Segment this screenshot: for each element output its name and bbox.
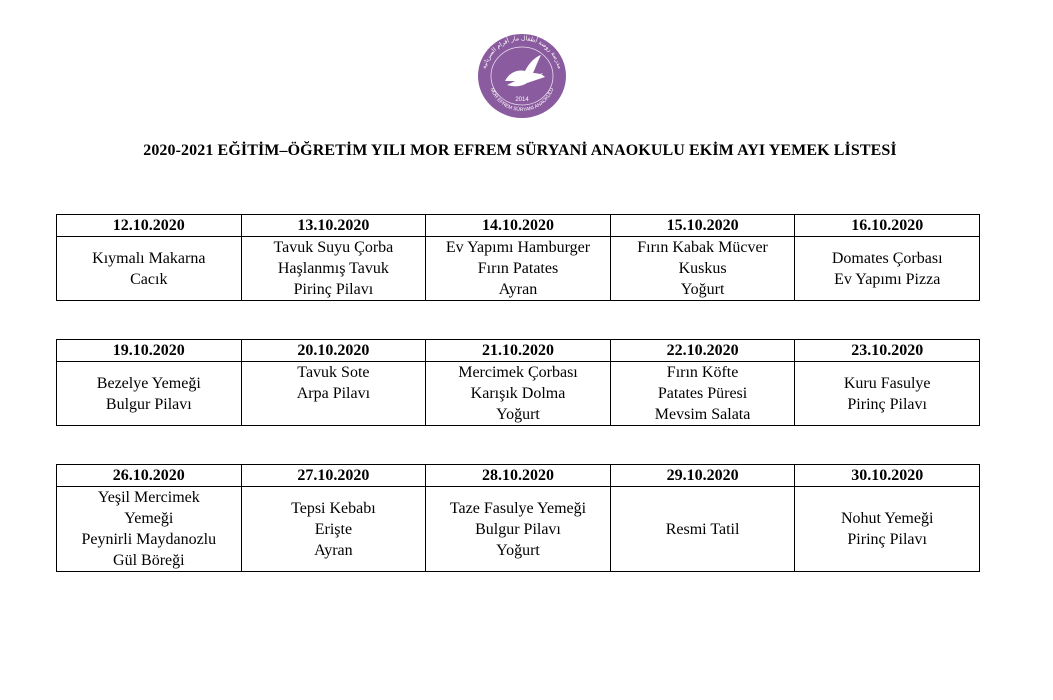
school-logo	[477, 33, 567, 119]
meal-item: Pirinç Pilavı	[293, 281, 374, 298]
meal-item: Ayran	[314, 541, 353, 559]
meal-item: Bulgur Pilavı	[105, 395, 192, 413]
menu-cell	[426, 362, 611, 426]
meal-item: Tavuk Sote	[297, 364, 370, 381]
logo-ring-text-arabic: مدرسة روضة أطفال مار أفرام السريانية	[480, 34, 564, 70]
meal-item: Peynirli Maydanozlu	[81, 531, 217, 548]
date-cell: 13.10.2020	[241, 215, 426, 237]
week-table-1	[56, 214, 980, 301]
meal-item: Domates Çorbası	[831, 249, 943, 267]
meal-item: Bulgur Pilavı	[475, 520, 561, 538]
menu-cell	[426, 237, 611, 301]
date-row	[57, 340, 980, 362]
menu-cell	[610, 487, 795, 572]
logo-ring-text-latin: MOR EFREM SÜRYANİ ANAOKULU	[488, 87, 556, 114]
meal-item: Cacık	[130, 270, 168, 288]
meal-item: Resmi Tatil	[665, 520, 740, 538]
meal-item: Haşlanmış Tavuk	[277, 260, 389, 277]
meal-item: Kıymalı Makarna	[92, 249, 206, 267]
date-cell: 23.10.2020	[795, 340, 980, 362]
menu-cell	[57, 487, 242, 572]
week-table-3	[56, 464, 980, 572]
date-cell: 29.10.2020	[610, 465, 795, 487]
date-cell: 28.10.2020	[426, 465, 611, 487]
meal-item: Nohut Yemeği	[840, 510, 934, 527]
menu-cell	[795, 237, 980, 301]
date-cell: 15.10.2020	[610, 215, 795, 237]
meal-item: Yemeği	[124, 510, 174, 527]
page-title: 2020-2021 EĞİTİM–ÖĞRETİM YILI MOR EFREM SÜRYANİ ANAOKULU EKİM AYI YEMEK LİSTESİ	[143, 142, 897, 159]
menu-cell	[426, 487, 611, 572]
meal-item: Yoğurt	[680, 281, 725, 298]
date-cell: 14.10.2020	[426, 215, 611, 237]
menu-cell	[610, 237, 795, 301]
meal-item	[244, 404, 424, 425]
meal-item: Ev Yapımı Hamburger	[445, 239, 591, 256]
meal-item: Pirinç Pilavı	[847, 395, 927, 413]
meal-item: Taze Fasulye Yemeği	[449, 499, 587, 517]
meal-item: Yeşil Mercimek	[97, 489, 200, 506]
menu-cell	[241, 237, 426, 301]
menu-cell	[57, 362, 242, 426]
date-cell: 27.10.2020	[241, 465, 426, 487]
meal-item: Tavuk Suyu Çorba	[273, 239, 394, 256]
meal-item: Yoğurt	[496, 541, 540, 559]
meal-item: Patates Püresi	[657, 385, 748, 402]
week-table-2	[56, 339, 980, 426]
meal-item: Ayran	[498, 281, 538, 298]
date-cell: 19.10.2020	[57, 340, 242, 362]
meal-item: Arpa Pilavı	[296, 385, 371, 402]
date-cell: 30.10.2020	[795, 465, 980, 487]
menu-cell	[795, 362, 980, 426]
meal-item: Karışık Dolma	[470, 385, 566, 402]
meal-item: Tepsi Kebabı	[291, 499, 376, 517]
date-cell: 12.10.2020	[57, 215, 242, 237]
meal-item: Bezelye Yemeği	[96, 374, 201, 392]
date-cell: 22.10.2020	[610, 340, 795, 362]
logo-year: 2014	[515, 97, 529, 103]
menu-row	[57, 237, 980, 301]
date-cell: 16.10.2020	[795, 215, 980, 237]
meal-item: Fırın Kabak Mücver	[637, 239, 768, 256]
meal-item: Fırın Patates	[477, 260, 559, 277]
date-cell: 26.10.2020	[57, 465, 242, 487]
date-row	[57, 215, 980, 237]
meal-item: Pirinç Pilavı	[847, 531, 927, 548]
menu-cell	[57, 237, 242, 301]
meal-item: Erişte	[314, 520, 353, 538]
menu-cell	[610, 362, 795, 426]
meal-item: Yoğurt	[496, 406, 540, 423]
meal-item: Mercimek Çorbası	[458, 364, 578, 381]
menu-cell	[241, 362, 426, 426]
menu-row	[57, 362, 980, 426]
date-cell: 21.10.2020	[426, 340, 611, 362]
menu-row	[57, 487, 980, 572]
meal-item: Gül Böreği	[113, 552, 185, 569]
menu-cell	[795, 487, 980, 572]
date-cell: 20.10.2020	[241, 340, 426, 362]
meal-item: Mevsim Salata	[654, 406, 751, 423]
meal-item: Kuskus	[678, 260, 727, 277]
meal-item: Fırın Köfte	[666, 364, 739, 381]
meal-item: Ev Yapımı Pizza	[834, 270, 941, 288]
menu-cell	[241, 487, 426, 572]
date-row	[57, 465, 980, 487]
meal-item: Kuru Fasulye	[843, 374, 931, 392]
